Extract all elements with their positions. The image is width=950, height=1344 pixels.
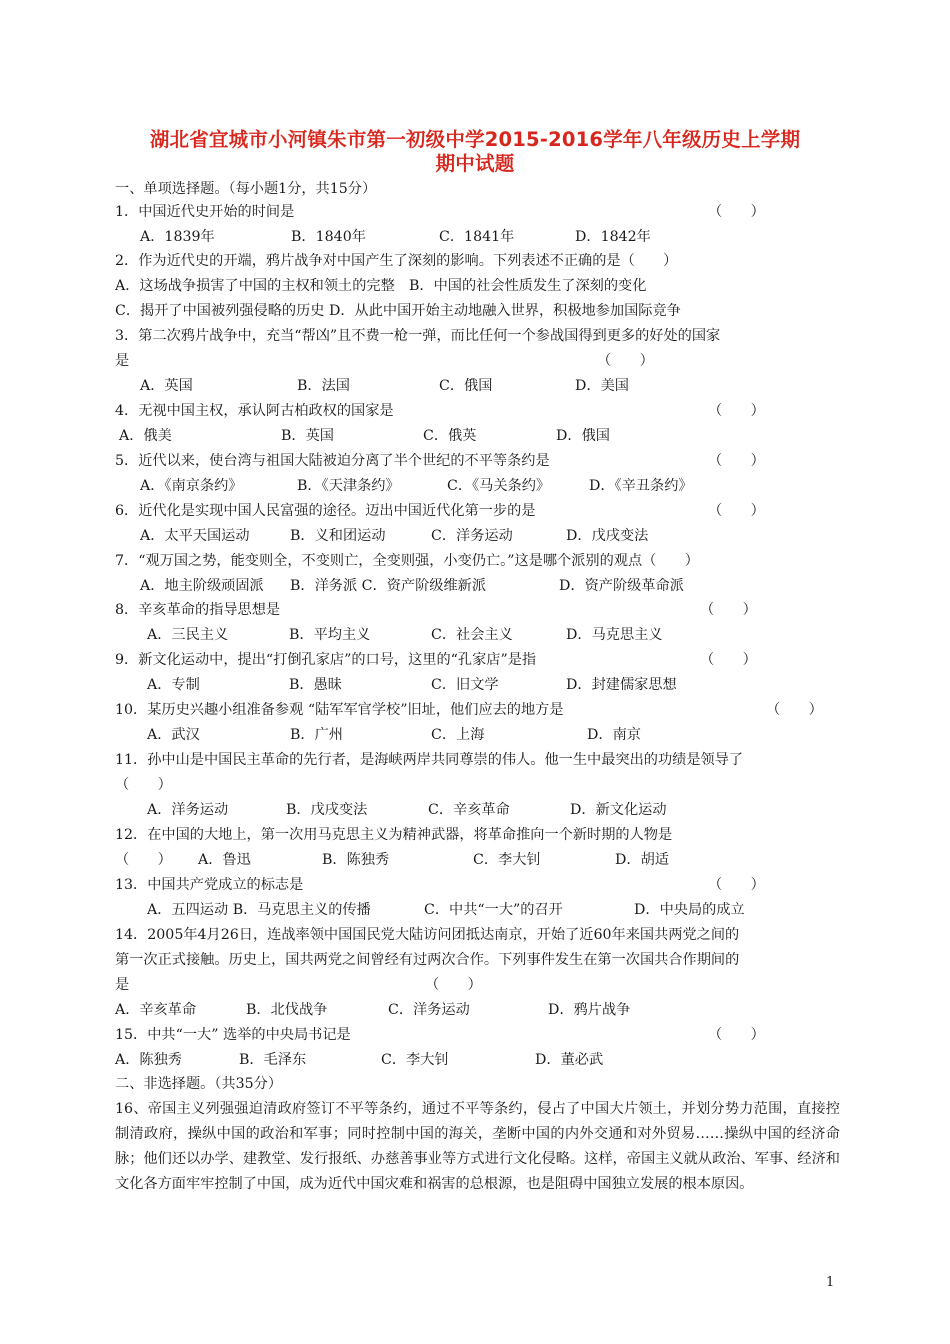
option-a: A．陈独秀	[115, 1052, 182, 1068]
answer-blank: （ ）	[708, 453, 765, 469]
question-5-stem: 5．近代以来，使台湾与祖国大陆被迫分离了半个世纪的不平等条约是	[115, 453, 550, 469]
answer-blank: （ ）	[700, 652, 757, 668]
option-b: B．愚昧	[289, 677, 342, 693]
option-c: C．李大钊	[381, 1052, 449, 1068]
question-14-stem: 14．2005年4月26日，连战率领中国国民党大陆访问团抵达南京，开始了近60年来国共两党之间的	[115, 927, 740, 943]
question-15-stem: 15．中共“一大” 选举的中央局书记是	[115, 1027, 351, 1043]
question-3-stem: 3．第二次鸦片战争中，充当“帮凶”且不费一枪一弹，而比任何一个参战国得到更多的好处的国家	[115, 328, 721, 344]
answer-blank: （ ）	[700, 602, 757, 618]
option-c: C．俄英	[423, 428, 477, 444]
answer-blank: （ ）	[425, 977, 482, 993]
option-c: C．洋务运动	[431, 528, 513, 544]
option-c: C．旧文学	[431, 677, 499, 693]
option-b: B．法国	[297, 378, 350, 394]
option-b: B．广州	[290, 727, 343, 743]
question-1-stem: 1．中国近代史开始的时间是	[115, 204, 295, 220]
question-7-stem: 7．“观万国之势，能变则全，不变则亡，全变则强，小变仍亡。”这是哪个派别的观点（ ）	[115, 553, 699, 569]
option-d: D．封建儒家思想	[566, 677, 677, 693]
option-d: D．俄国	[556, 428, 610, 444]
option-b: B．北伐战争	[246, 1002, 328, 1018]
option-d: D．新文化运动	[570, 802, 667, 818]
exam-title-line2: 期中试题	[435, 152, 515, 175]
exam-title-line1: 湖北省宜城市小河镇朱市第一初级中学2015-2016学年八年级历史上学期	[149, 128, 801, 151]
question-14-stem-cont: 第一次正式接触。历史上，国共两党之间曾经有过两次合作。下列事件发生在第一次国共合作期间的	[115, 952, 740, 968]
option-d: D．南京	[587, 727, 641, 743]
question-9-stem: 9．新文化运动中，提出“打倒孔家店”的口号，这里的“孔家店”是指	[115, 652, 537, 668]
option-a: A．辛亥革命	[115, 1002, 197, 1018]
answer-blank: （ ）	[708, 403, 765, 419]
question-2-options-ab: A．这场战争损害了中国的主权和领土的完整 B．中国的社会性质发生了深刻的变化	[115, 278, 647, 294]
option-b: B．毛泽东	[239, 1052, 307, 1068]
option-c: C．《马关条约》	[447, 478, 551, 494]
option-a: A．地主阶级顽固派	[140, 578, 264, 594]
option-b: B．英国	[281, 428, 334, 444]
page-number: 1	[826, 1275, 835, 1290]
option-a: A．鲁迅	[198, 852, 251, 868]
option-a: A．《南京条约》	[140, 478, 243, 494]
option-a: A．1839年	[140, 229, 215, 245]
option-c: C．中共“一大”的召开	[424, 902, 563, 918]
option-c: C．俄国	[439, 378, 493, 394]
question-2-stem: 2．作为近代史的开端，鸦片战争对中国产生了深刻的影响。下列表述不正确的是（ ）	[115, 253, 678, 269]
option-d: D．中央局的成立	[634, 902, 745, 918]
answer-blank: （ ）	[708, 503, 765, 519]
option-b: B．《天津条约》	[297, 478, 400, 494]
option-d: D．1842年	[575, 229, 651, 245]
option-d: D．《辛丑条约》	[589, 478, 693, 494]
answer-blank: （ ）	[708, 877, 765, 893]
option-a: A．太平天国运动	[140, 528, 250, 544]
option-c: C．上海	[431, 727, 485, 743]
option-c: C．1841年	[439, 229, 515, 245]
option-c: C．李大钊	[473, 852, 541, 868]
option-d: D．董必武	[535, 1052, 604, 1068]
answer-blank: （ ）	[708, 204, 765, 220]
option-a: A．英国	[140, 378, 193, 394]
answer-blank: （ ）	[115, 852, 172, 868]
option-d: D．戊戌变法	[566, 528, 649, 544]
option-b: B．1840年	[291, 229, 366, 245]
option-a: A．专制	[147, 677, 200, 693]
option-c: C．辛亥革命	[428, 802, 510, 818]
section-heading-open: 二、非选择题。（共35分）	[115, 1076, 283, 1092]
option-b: B．义和团运动	[290, 528, 386, 544]
option-d: D．美国	[575, 378, 629, 394]
option-c: C．社会主义	[431, 627, 513, 643]
option-a-b: A．五四运动 B．马克思主义的传播	[147, 902, 371, 918]
option-b-c: B．洋务派 C．资产阶级维新派	[290, 578, 487, 594]
question-6-stem: 6．近代化是实现中国人民富强的途径。迈出中国近代化第一步的是	[115, 503, 536, 519]
option-b: B．戊戌变法	[286, 802, 368, 818]
question-14-stem-end: 是	[115, 977, 130, 993]
question-8-stem: 8．辛亥革命的指导思想是	[115, 602, 281, 618]
option-d: D．胡适	[615, 852, 669, 868]
question-3-stem-cont: 是	[115, 353, 130, 369]
option-a: A．武汉	[147, 727, 200, 743]
option-a: A．洋务运动	[147, 802, 229, 818]
question-2-options-cd: C．揭开了中国被列强侵略的历史 D．从此中国开始主动地融入世界，积极地参加国际竞争	[115, 303, 681, 319]
answer-blank: （ ）	[766, 702, 823, 718]
question-12-stem: 12．在中国的大地上，第一次用马克思主义为精神武器，将革命推向一个新时期的人物是	[115, 827, 673, 843]
question-16-passage: 16、帝国主义列强强迫清政府签订不平等条约，通过不平等条约，侵占了中国大片领土，并划分势力范围，直接控制清政府，操纵中国的政治和军事；同时控制中国的海关，垄断中国的内外交通和对外贸易……操纵中国的经济命脉；他们还以办学、建教堂、发行报纸、办慈善事业等方式进行文化侵略。这样，帝国主义就从政治、军事、经济和文化各方面牢牢控制了中国，成为近代中国灾难和祸害的总根源，也是阻碍中国独立发展的根本原因。	[115, 1101, 840, 1192]
option-a: A．三民主义	[147, 627, 229, 643]
option-d: D．资产阶级革命派	[559, 578, 684, 594]
option-b: B．平均主义	[289, 627, 371, 643]
answer-blank: （ ）	[115, 777, 172, 793]
question-4-stem: 4．无视中国主权，承认阿古柏政权的国家是	[115, 403, 394, 419]
option-c: C．洋务运动	[388, 1002, 470, 1018]
answer-blank: （ ）	[597, 353, 654, 369]
option-d: D．马克思主义	[566, 627, 663, 643]
option-b: B．陈独秀	[322, 852, 390, 868]
option-d: D．鸦片战争	[548, 1002, 631, 1018]
option-a: A．俄美	[119, 428, 172, 444]
answer-blank: （ ）	[708, 1027, 765, 1043]
question-10-stem: 10．某历史兴趣小组准备参观 “陆军军官学校”旧址，他们应去的地方是	[115, 702, 564, 718]
section-heading-choice: 一、单项选择题。（每小题1分，共15分）	[115, 181, 377, 197]
question-13-stem: 13．中国共产党成立的标志是	[115, 877, 304, 893]
question-11-stem: 11．孙中山是中国民主革命的先行者，是海峡两岸共同尊崇的伟人。他一生中最突出的功绩是领导了	[115, 752, 744, 768]
